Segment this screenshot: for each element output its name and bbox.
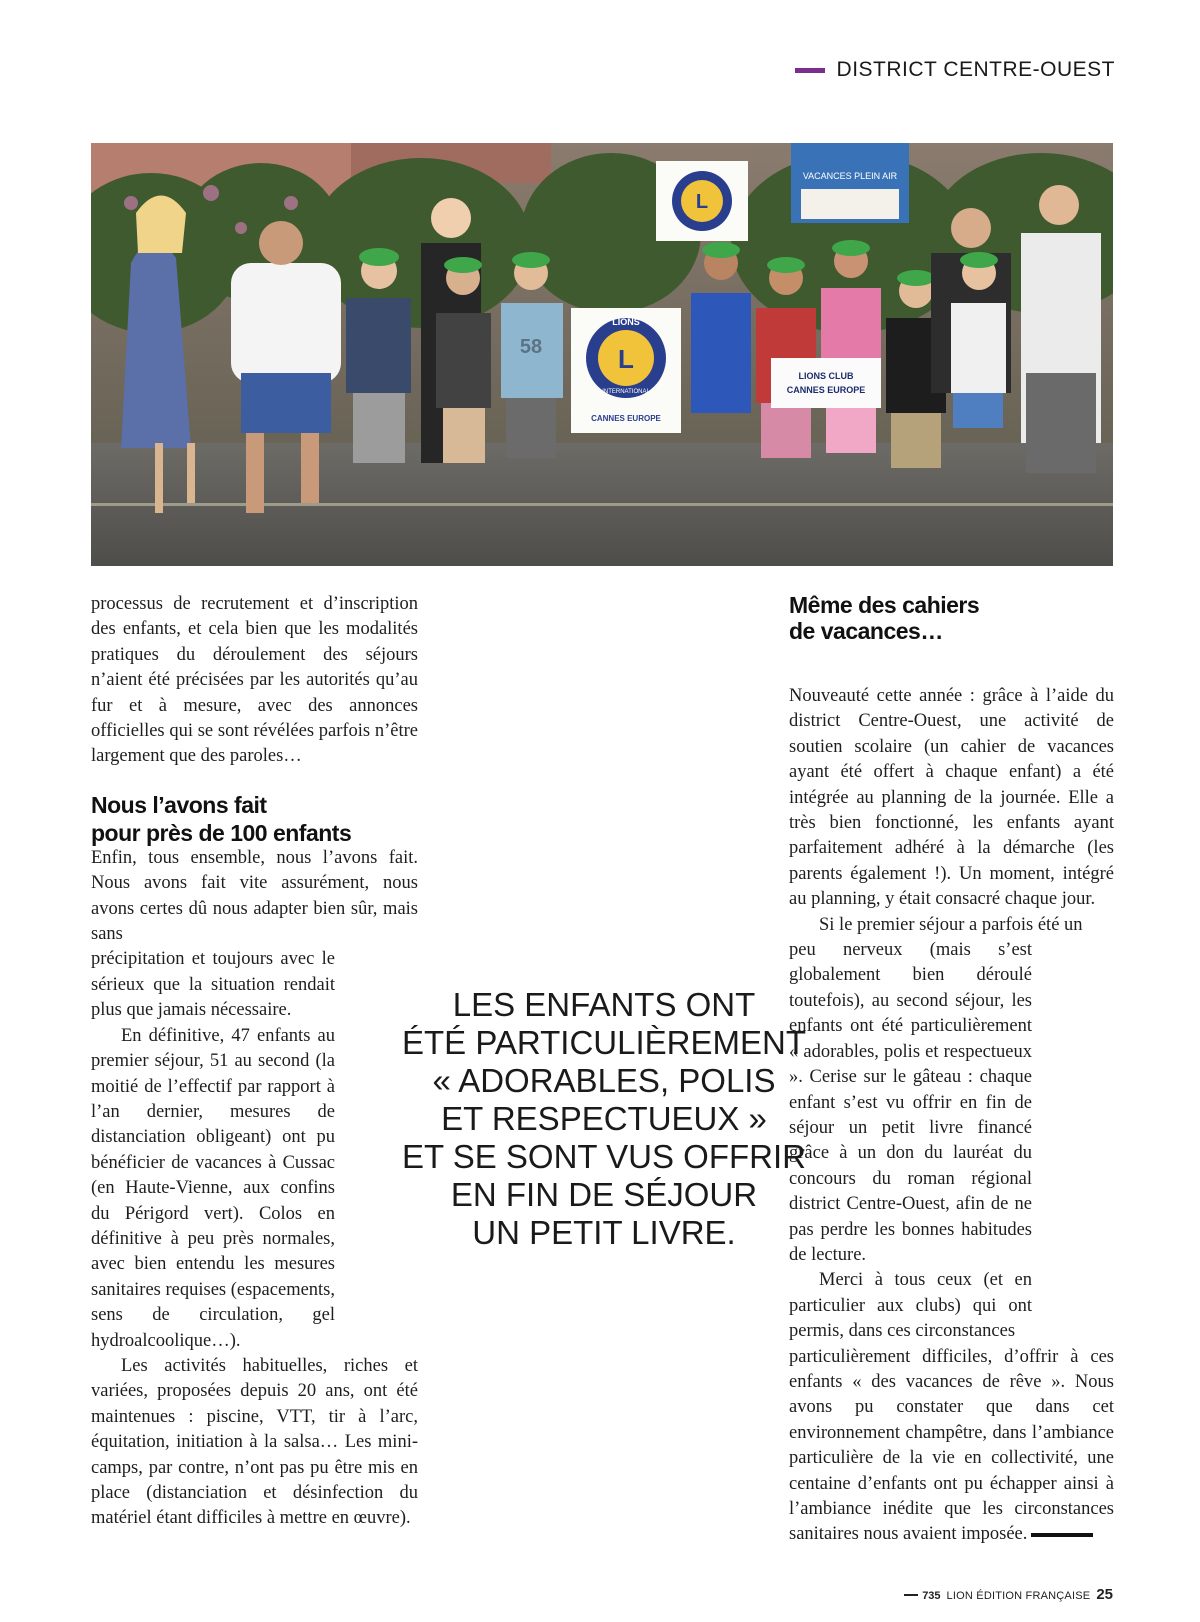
footer-dash (904, 1594, 918, 1596)
paragraph: processus de recrutement et d’inscription des enfants, et cela bien que les modalités pratiques du déroulement des séjours n’aient été précisées par les autorités qu’au fur et à mesure, avec des annonces officielles qui se sont révélées parfois n’être largement que des paroles… (91, 594, 418, 767)
paragraph: Si le premier séjour a parfois été un (819, 914, 1083, 935)
paragraph-text: particulièrement difficiles, d’offrir à ces enfants « des vacances de rêve ». Nous avons pu constater que dans cet environnement champêtre, dans l’ambiance particulière de la vie en collectivité, une centaine d’enfants ont pu échapper ainsi à l’ambiance inédite que les circonstances sanitaires nous avaient imposée. (789, 1346, 1114, 1545)
pull-quote-line: ÉTÉ PARTICULIÈREMENT (401, 1024, 806, 1061)
subheading-line: Nous l’avons fait (91, 791, 267, 818)
page-number: 25 (1096, 1586, 1113, 1603)
sign-lions-top: LIONS (612, 317, 640, 327)
page-footer (904, 1586, 1113, 1603)
sign-cannes: CANNES EUROPE (591, 414, 661, 423)
paragraph-wrapped: En définitive, 47 enfants au premier séjour, 51 au second (la moitié de l’effectif par rapport à l’an dernier, mesures de distanciation obligeant) ont pu bénéficier de vacances à Cussac (en Haute-Vienne, aux confins du Périgord vert). Colos en définitive à peu près normales, avec bien entendu les mesures sanitaires requises (espacements, sens de circulation, gel hydroalcoolique…). (91, 1025, 336, 1351)
section-title: DISTRICT CENTRE-OUEST (836, 58, 1115, 81)
sign-club-line2: CANNES EUROPE (786, 385, 866, 395)
end-of-article-mark (1031, 1533, 1093, 1537)
pull-quote-line: « ADORABLES, POLIS (432, 1062, 776, 1099)
pull-quote-line: UN PETIT LIVRE. (472, 1214, 736, 1251)
paragraph (789, 1345, 1114, 1548)
paragraph: Enfin, tous ensemble, nous l’avons fait. Nous avons fait vite assurément, nous avons certes dû nous adapter bien sûr, mais sans (91, 847, 418, 945)
issue-number: 735 (922, 1590, 941, 1602)
subheading-line: Même des cahiers (789, 592, 980, 618)
paragraph-wrapped: Merci à tous ceux (et en particulier aux clubs) qui ont permis, dans ces circonstances (789, 1270, 1032, 1342)
pull-quote-line: ET RESPECTUEUX » (441, 1100, 767, 1137)
group-photo (91, 143, 1113, 566)
pull-quote (396, 986, 812, 1252)
pull-quote-line: EN FIN DE SÉJOUR (450, 1176, 758, 1213)
column-right (789, 592, 1114, 1548)
paragraph: Les activités habituelles, riches et variées, proposées depuis 20 ans, ont été maintenues : piscine, VTT, tir à l’arc, équitation, initiation à la salsa… Les mini-camps, par contre, n’ont pas pu être mis en place (distanciation et désinfection du matériel étant difficiles à mettre en œuvre). (91, 1355, 418, 1529)
paragraph-wrapped: peu nerveux (mais s’est globalement bien déroulé toutefois), au second séjour, les enfants ont été particulièrement « adorables, polis et respectueux ». Cerise sur le gâteau : chaque enfant s’est vu offrir en fin de séjour un petit livre financé grâce à un don du lauréat du concours du roman régional district Centre-Ouest, afin de ne pas perdre les bonnes habitudes de lecture. (789, 940, 1032, 1265)
sign-club-line1: LIONS CLUB (798, 371, 854, 381)
subheading-line: pour près de 100 enfants (91, 819, 352, 846)
column-left (91, 592, 418, 1532)
publication-name: LION ÉDITION FRANÇAISE (946, 1590, 1091, 1602)
paragraph-wrapped: précipitation et toujours avec le sérieux que la situation rendait plus que jamais nécessaire. (91, 949, 335, 1021)
subheading-line: de vacances… (789, 618, 943, 644)
group-photo-illustration (91, 143, 1113, 566)
section-accent-bar (795, 68, 825, 73)
sign-lions-bottom: INTERNATIONAL (602, 389, 650, 395)
tshirt-number: 58 (519, 336, 543, 358)
banner-title: VACANCES PLEIN AIR (802, 171, 898, 181)
section-header (795, 58, 1115, 82)
pull-quote-line: ET SE SONT VUS OFFRIR (401, 1138, 806, 1175)
svg-text:L: L (695, 191, 709, 213)
paragraph: Nouveauté cette année : grâce à l’aide du district Centre-Ouest, une activité de soutien scolaire (un cahier de vacances ayant été offert à chaque enfant) a été intégrée au planning de la journée. Elle a très bien fonctionné, les enfants ayant parfaitement adhéré à la démarche (les parents également !). Un moment, intégré au planning, y était consacré chaque jour. (789, 686, 1114, 910)
pull-quote-line: LES ENFANTS ONT (452, 986, 756, 1023)
svg-text:L: L (618, 344, 634, 374)
